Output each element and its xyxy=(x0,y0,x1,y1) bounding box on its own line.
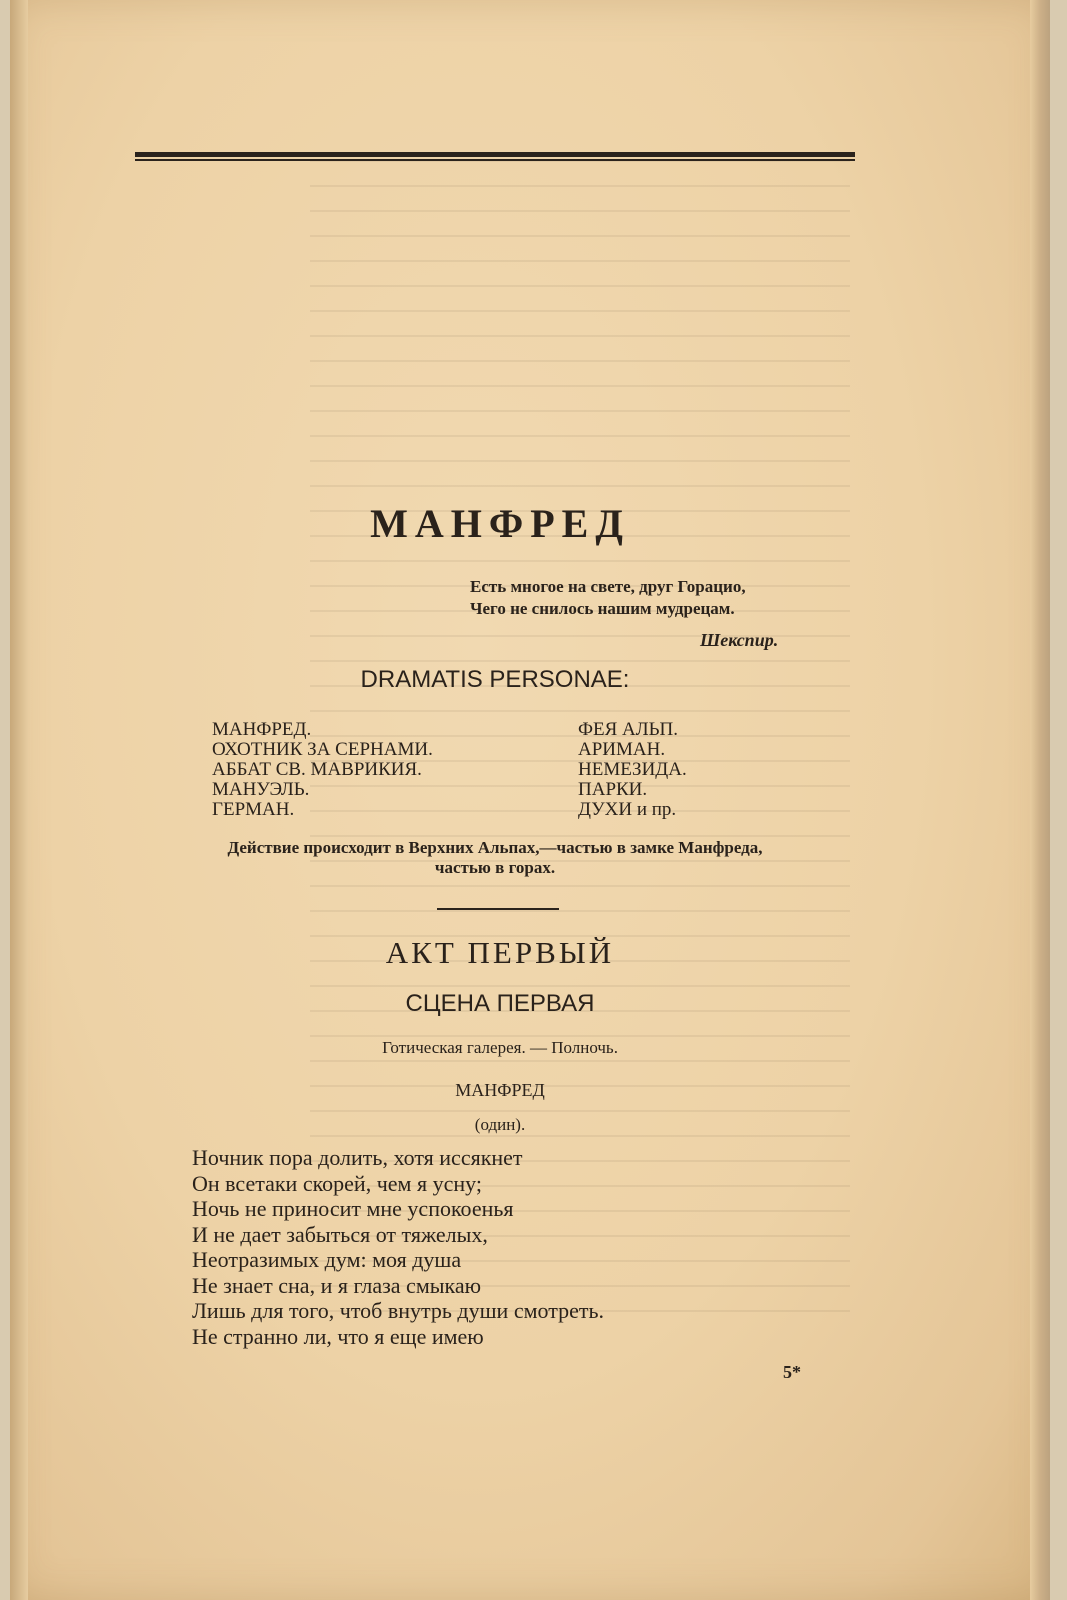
cast-member: ОХОТНИК ЗА СЕРНАМИ. xyxy=(212,739,433,760)
verse-line: Не знает сна, и я глаза смыкаю xyxy=(192,1272,482,1298)
dramatis-personae-heading: DRAMATIS PERSONAE: xyxy=(360,666,630,693)
verse-line: Не странно ли, что я еще имею xyxy=(192,1323,484,1349)
page-edge xyxy=(1030,0,1050,1600)
section-divider xyxy=(437,908,559,910)
epigraph-line: Есть многое на свете, друг Горацио, xyxy=(470,577,746,596)
cast-member: МАНФРЕД. xyxy=(212,719,312,740)
epigraph-author: Шекспир. xyxy=(700,630,779,650)
book-page xyxy=(10,0,1050,1600)
verse-line: Ночник пора долить, хотя иссякнет xyxy=(192,1145,523,1170)
act-heading: АКТ ПЕРВЫЙ xyxy=(385,935,615,970)
setting-note xyxy=(125,838,865,878)
cast-member: АРИМАН. xyxy=(578,739,666,760)
page-spine xyxy=(10,0,28,1600)
stage-direction: (один). xyxy=(474,1115,526,1134)
setting-line: частью в горах. xyxy=(434,858,556,877)
cast-list-right xyxy=(578,720,687,820)
epigraph-line: Чего не снилось нашим мудрецам. xyxy=(470,599,735,618)
verse-line: Неотразимых дум: моя душа xyxy=(192,1247,462,1272)
cast-member: АББАТ СВ. МАВРИКИЯ. xyxy=(212,759,422,780)
cast-member: НЕМЕЗИДА. xyxy=(578,759,687,780)
cast-member: ФЕЯ АЛЬП. xyxy=(578,719,679,740)
cast-member: ДУХИ и пр. xyxy=(578,799,677,820)
scene-location: Готическая галерея. — Полночь. xyxy=(382,1038,618,1057)
scene-heading: СЦЕНА ПЕРВАЯ xyxy=(405,990,595,1017)
verse-line: Он всетаки скорей, чем я усну; xyxy=(192,1170,482,1196)
speaker-name: МАНФРЕД xyxy=(455,1080,545,1100)
signature-mark: 5* xyxy=(783,1362,801,1382)
cast-member: ГЕРМАН. xyxy=(212,799,295,820)
cast-member: ПАРКИ. xyxy=(578,779,648,800)
cast-list-left xyxy=(212,720,433,820)
verse-line: Ночь не приносит мне успокоенья xyxy=(192,1196,514,1221)
verse-line: И не дает забыться от тяжелых, xyxy=(192,1221,488,1247)
verse-block xyxy=(192,1145,604,1349)
epigraph xyxy=(470,576,746,620)
setting-line: Действие происходит в Верхних Альпах,—частью в замке Манфреда, xyxy=(227,838,763,857)
top-double-rule xyxy=(135,152,855,157)
play-title: МАНФРЕД xyxy=(370,501,630,546)
cast-member: МАНУЭЛЬ. xyxy=(212,779,310,800)
verse-line: Лишь для того, чтоб внутрь души смотреть. xyxy=(192,1298,605,1323)
